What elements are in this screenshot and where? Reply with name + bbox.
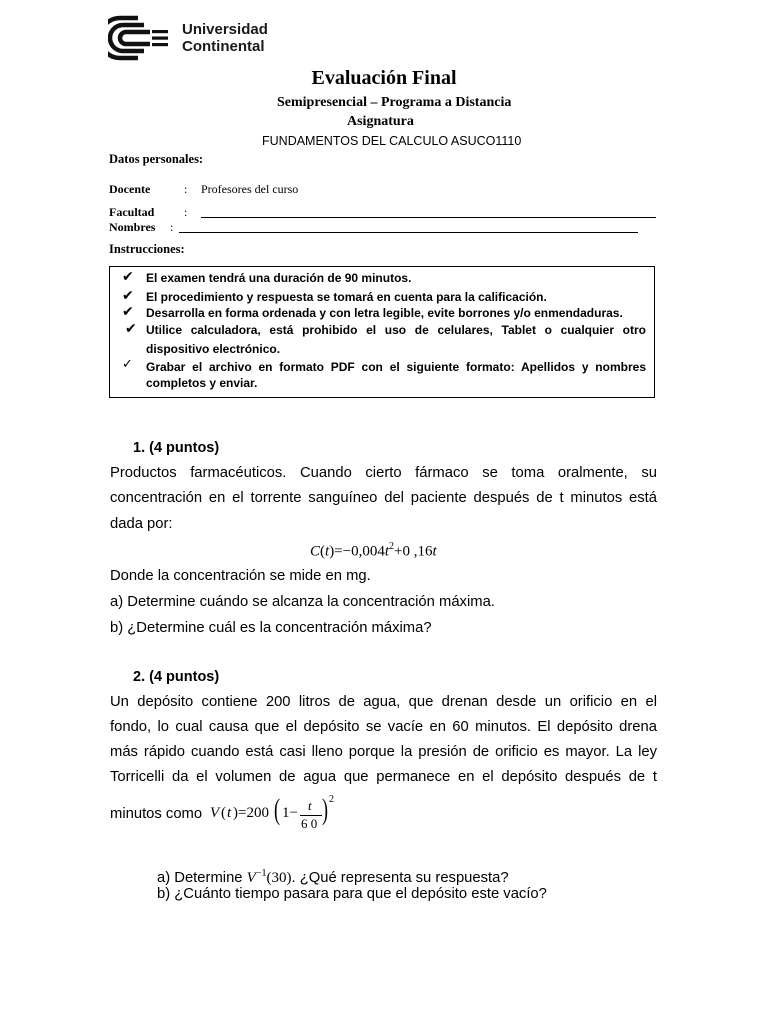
facultad-label: Facultad (109, 205, 155, 219)
question-2-line: Un depósito contiene 200 litros de agua, que drenan desde un orificio en el (110, 694, 657, 710)
asignatura-label: Asignatura (347, 114, 414, 129)
check-icon: ✔ (122, 269, 134, 285)
question-2-line: Torricelli da el volumen de agua que permanece en el depósito después de t (110, 769, 657, 785)
question-2-line: más rápido cuando está casi lleno porque la presión de orificio es mayor. La ley (110, 744, 657, 760)
question-1-line: dada por: (110, 516, 173, 532)
question-1-part-b: b) ¿Determine cuál es la concentración máxima? (110, 620, 432, 636)
course-name: FUNDAMENTOS DEL CALCULO ASUCO1110 (262, 134, 522, 148)
question-2-line: fondo, lo cual causa que el depósito se vacíe en 60 minutos. El depósito drena (110, 719, 657, 735)
university-logo-icon (108, 15, 170, 61)
instruction-item: El examen tendrá una duración de 90 minutos. (146, 271, 412, 285)
personal-data-heading: Datos personales: (109, 152, 204, 166)
instruction-item: Utilice calculadora, está prohibido el uso de celulares, Tablet o cualquier otro (146, 323, 646, 337)
question-2-part-b: b) ¿Cuánto tiempo pasara para que el depósito este vacío? (157, 886, 547, 902)
instructions-heading: Instrucciones: (109, 242, 185, 256)
question-1-line: concentración en el torrente sanguíneo del paciente después de t minutos está (110, 490, 657, 506)
nombres-label: Nombres (109, 220, 156, 234)
question-1-part-a: a) Determine cuándo se alcanza la concentración máxima. (110, 594, 495, 610)
check-icon: ✔ (125, 321, 137, 337)
facultad-colon: : (184, 205, 188, 219)
page-subtitle: Semipresencial – Programa a Distancia (277, 95, 512, 110)
docente-colon: : (184, 182, 188, 196)
instruction-item-cont: completos y enviar. (146, 376, 258, 390)
formula-concentration: $C(t)=-0,004t^2+0$ ,16t (310, 541, 437, 560)
question-1-heading: 1. (4 puntos) (133, 440, 220, 456)
docente-value: Profesores del curso (201, 182, 299, 196)
brand-name-line2: Continental (182, 38, 265, 55)
docente-label: Docente (109, 182, 151, 196)
instruction-item-cont: dispositivo electrónico. (146, 342, 281, 356)
question-1-note: Donde la concentración se mide en mg. (110, 568, 371, 584)
nombres-field[interactable] (179, 232, 638, 233)
check-icon: ✔ (122, 304, 134, 320)
instruction-item: Desarrolla en forma ordenada y con letra legible, evite borrones y/o enmendaduras. (146, 306, 623, 320)
instruction-item: El procedimiento y respuesta se tomará en cuenta para la calificación. (146, 290, 547, 304)
question-2-minutos-como: minutos como (110, 806, 203, 822)
nombres-colon: : (170, 220, 174, 234)
brand-name-line1: Universidad (182, 21, 268, 38)
check-icon: ✓ (122, 357, 133, 372)
question-2-part-a: a) Determine $V^{-1}(30)$. ¿Qué representa su respuesta? (157, 868, 509, 886)
question-1-line: Productos farmacéuticos. Cuando cierto fármaco se toma oralmente, su (110, 465, 657, 481)
facultad-field[interactable] (201, 217, 656, 218)
page-title: Evaluación Final (311, 67, 457, 89)
instruction-item: Grabar el archivo en formato PDF con el siguiente formato: Apellidos y nombres (146, 360, 646, 374)
question-2-heading: 2. (4 puntos) (133, 669, 220, 685)
check-icon: ✔ (122, 288, 134, 304)
